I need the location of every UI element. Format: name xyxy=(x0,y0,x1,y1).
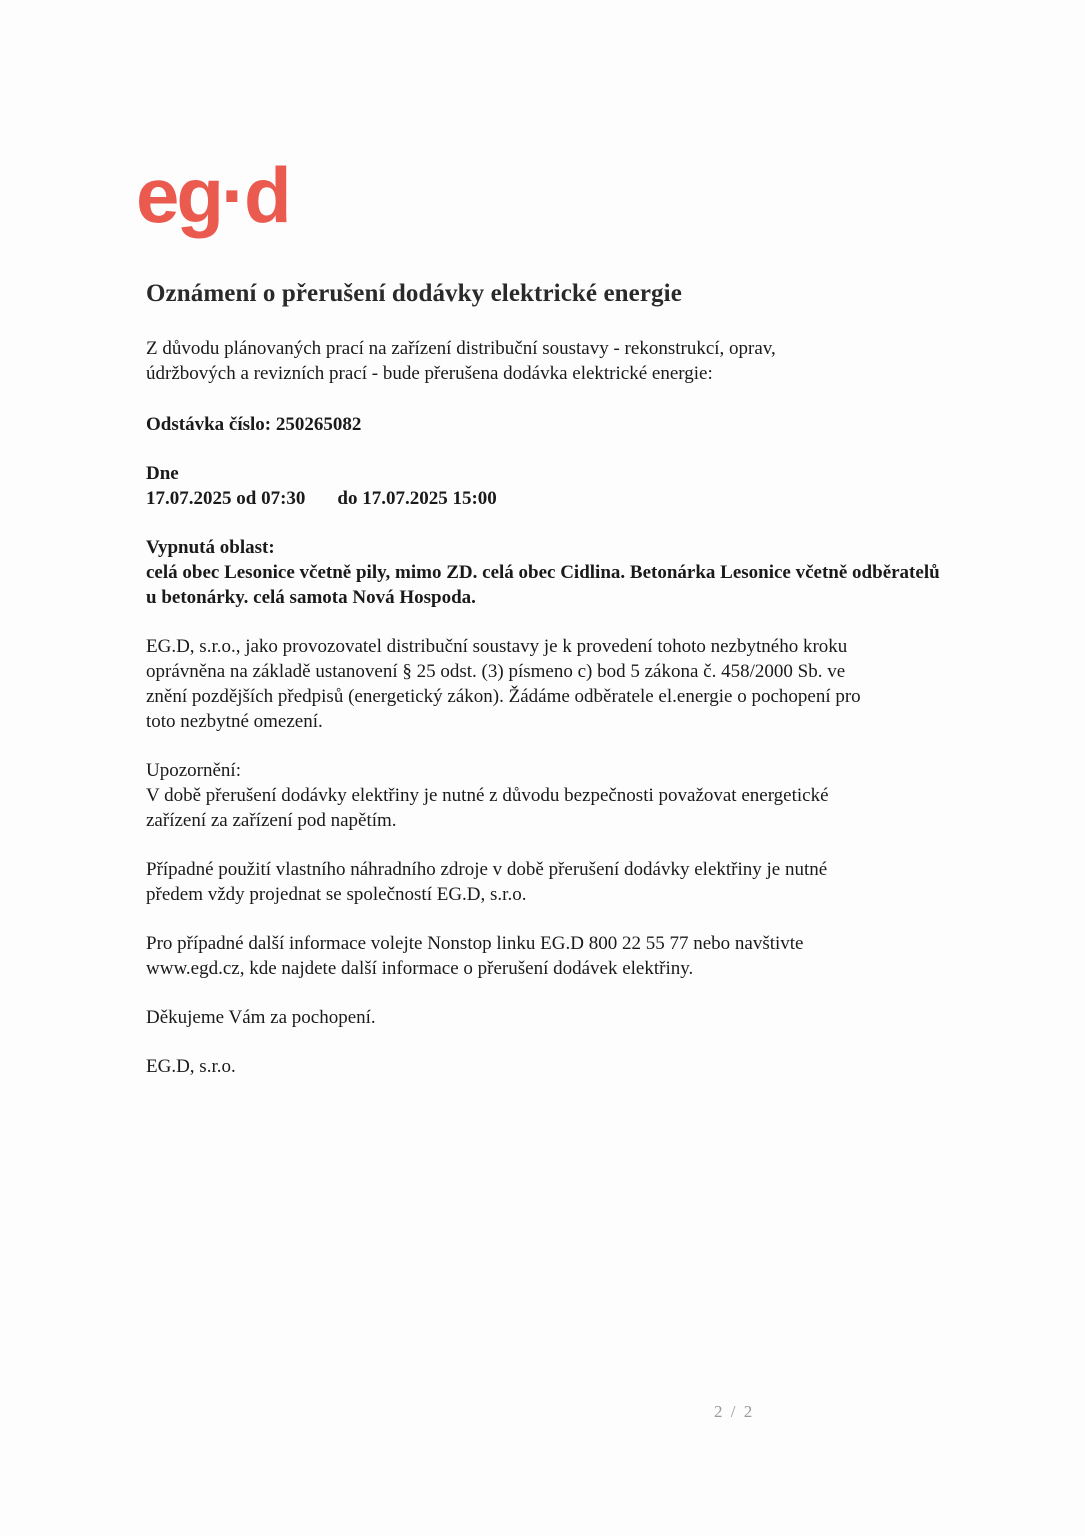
legal-line: toto nezbytné omezení. xyxy=(146,711,323,732)
signature-paragraph xyxy=(146,1054,1046,1079)
date-from: 17.07.2025 od 07:30 xyxy=(146,488,306,509)
generator-line: Případné použití vlastního náhradního zdroje v době přerušení dodávky elektřiny je nutné xyxy=(146,859,828,880)
affected-area xyxy=(146,535,1046,610)
outage-label: Odstávka číslo: 250265082 xyxy=(146,414,362,435)
date-range xyxy=(146,486,1046,511)
legal-paragraph xyxy=(146,634,1046,734)
contact-line: www.egd.cz, kde najdete další informace o přerušení dodávek elektřiny. xyxy=(146,958,694,979)
area-label: Vypnutá oblast: xyxy=(146,537,275,558)
intro-paragraph xyxy=(146,336,1046,386)
area-line: u betonárky. celá samota Nová Hospoda. xyxy=(146,587,476,608)
outage-date xyxy=(146,461,1046,511)
warning-paragraph xyxy=(146,758,1046,833)
thanks-paragraph xyxy=(146,1005,1046,1030)
legal-line: EG.D, s.r.o., jako provozovatel distribuční soustavy je k provedení tohoto nezbytného kroku xyxy=(146,636,848,657)
legal-line: oprávněna na základě ustanovení § 25 odst. (3) písmeno c) bod 5 zákona č. 458/2000 Sb. ve xyxy=(146,661,846,682)
area-description xyxy=(146,560,1036,610)
date-to: do 17.07.2025 15:00 xyxy=(337,488,497,509)
egd-logo-icon xyxy=(136,150,336,250)
intro-line: údržbových a revizních prací - bude přerušena dodávka elektrické energie: xyxy=(146,363,713,384)
area-line: celá obec Lesonice včetně pily, mimo ZD. celá obec Cidlina. Betonárka Lesonice včetně odběratelů xyxy=(146,562,940,583)
thanks-text: Děkujeme Vám za pochopení. xyxy=(146,1007,376,1028)
generator-paragraph xyxy=(146,857,1046,907)
logo-wordmark: eg·d xyxy=(136,151,289,239)
warning-label: Upozornění: xyxy=(146,760,241,781)
intro-line: Z důvodu plánovaných prací na zařízení distribuční soustavy - rekonstrukcí, oprav, xyxy=(146,338,776,359)
warning-line: zařízení za zařízení pod napětím. xyxy=(146,810,397,831)
egd-logo xyxy=(136,150,336,250)
page-title: Oznámení o přerušení dodávky elektrické energie xyxy=(146,280,682,307)
signature-text: EG.D, s.r.o. xyxy=(146,1056,236,1077)
generator-line: předem vždy projednat se společností EG.D, s.r.o. xyxy=(146,884,527,905)
contact-line: Pro případné další informace volejte Nonstop linku EG.D 800 22 55 77 nebo navštivte xyxy=(146,933,804,954)
warning-line: V době přerušení dodávky elektřiny je nutné z důvodu bezpečnosti považovat energetické xyxy=(146,785,829,806)
legal-line: znění pozdějších předpisů (energetický zákon). Žádáme odběratele el.energie o pochopení pro xyxy=(146,686,861,707)
outage-number xyxy=(146,412,1046,437)
date-label: Dne xyxy=(146,463,179,484)
page-number: 2 / 2 xyxy=(714,1402,755,1421)
notice-content xyxy=(146,280,1046,1103)
contact-paragraph xyxy=(146,931,1046,981)
